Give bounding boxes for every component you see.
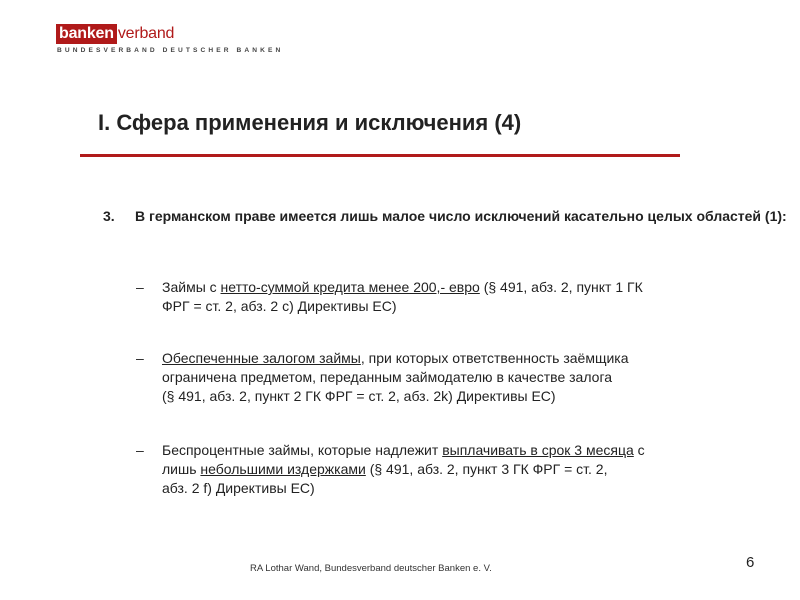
item-text: (§ 491, абз. 2, пункт 3 ГК ФРГ = ст. 2,	[365, 461, 608, 477]
bankenverband-logo	[56, 24, 174, 44]
dash-bullet: –	[136, 279, 144, 295]
logo-verband: verband	[117, 25, 175, 42]
item-text: ограничена предметом, переданным займодателю в качестве залога	[162, 369, 613, 385]
dash-bullet: –	[136, 350, 144, 366]
item-underlined-text: нетто-суммой кредита менее 200,- евро	[220, 279, 480, 295]
dash-bullet: –	[136, 442, 144, 458]
item-underlined-text: выплачивать в срок 3 месяца	[442, 442, 634, 458]
item-text: лишь	[162, 461, 201, 477]
item-text: ФРГ = ст. 2, абз. 2 c) Директивы ЕС)	[162, 298, 397, 314]
item-text: Займы с	[162, 279, 221, 295]
title-divider	[80, 154, 680, 157]
main-point	[103, 207, 793, 226]
page-number: 6	[746, 554, 755, 571]
point-number: 3.	[103, 208, 115, 224]
item-text: с	[633, 442, 645, 458]
item-text: (§ 491, абз. 2, пункт 1 ГК	[479, 279, 643, 295]
item-text: абз. 2 f) Директивы ЕС)	[162, 480, 315, 496]
item-text: Беспроцентные займы, которые надлежит	[162, 442, 443, 458]
logo-banken: banken	[56, 24, 117, 44]
item-text: , при которых ответственность заёмщика	[360, 350, 629, 366]
list-item	[136, 278, 786, 316]
list-item	[136, 441, 786, 498]
item-underlined-text: Обеспеченные залогом займы	[162, 350, 361, 366]
slide-title: I. Сфера применения и исключения (4)	[98, 110, 522, 135]
item-text: (§ 491, абз. 2, пункт 2 ГК ФРГ = ст. 2, абз. 2k) Директивы ЕС)	[162, 388, 556, 404]
footer-credit: RA Lothar Wand, Bundesverband deutscher Banken e. V.	[250, 563, 492, 574]
list-item	[136, 349, 786, 406]
item-underlined-text: небольшими издержками	[200, 461, 366, 477]
logo-subtitle: BUNDESVERBAND DEUTSCHER BANKEN	[57, 47, 284, 54]
point-text: В германском праве имеется лишь малое число исключений касательно целых областей (1):	[135, 208, 787, 224]
